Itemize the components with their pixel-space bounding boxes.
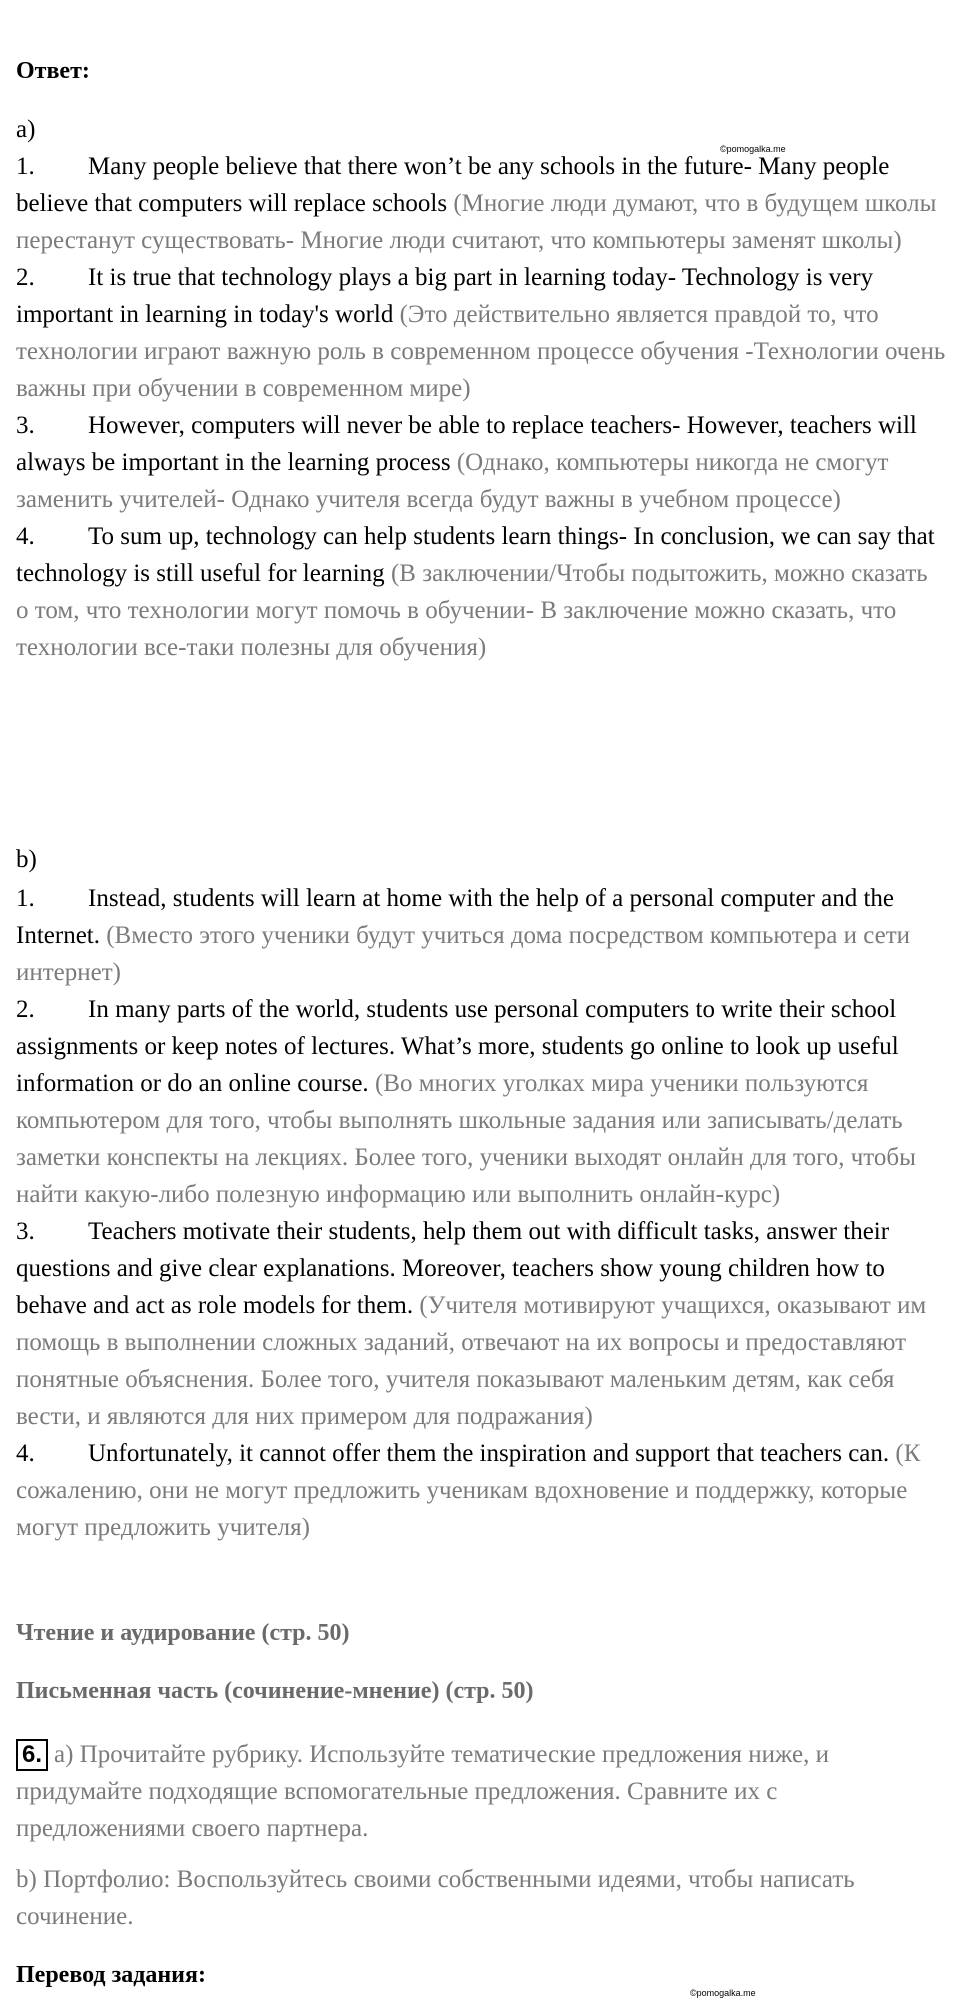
section-writing-heading: Письменная часть (сочинение-мнение) (стр. 50): [16, 1678, 534, 1704]
part-a-list: [16, 148, 946, 666]
task-6: [16, 1736, 946, 1935]
task-number-badge: 6.: [16, 1739, 48, 1771]
list-item: 2. In many parts of the world, students use personal computers to write their school assignments or keep notes of lectures. What’s more, students go online to look up useful information or do an online course. (Во многих уголках мира ученики пользуются компьютером для того, чтобы выполнять школьные задания или записывать/делать заметки конспекты на лекциях. Более того, ученики выходят онлайн для того, чтобы найти какую-либо полезную информацию или выполнить онлайн-курс): [16, 996, 916, 1208]
answer-title: Ответ:: [16, 58, 90, 84]
list-item: 4. Unfortunately, it cannot offer them the inspiration and support that teachers can. (К сожалению, они не могут предложить ученикам вдохновение и поддержку, которые могут предложить учителя): [16, 1440, 921, 1541]
part-a-letter: a): [16, 116, 36, 143]
translation-heading: Перевод задания:: [16, 1962, 206, 1988]
list-item: 3. However, computers will never be able to replace teachers- However, teachers will always be important in the learning process (Однако, компьютеры никогда не смогут заменить учителей- Однако учителя всегда будут важны в учебном процессе): [16, 412, 917, 513]
list-item: 2. It is true that technology plays a big part in learning today- Technology is very important in learning in today's world (Это действительно является правдой то, что технологии играют важную роль в современном процессе обучения -Технологии очень важны при обучении в современном мире): [16, 264, 946, 402]
watermark-bottom: ©pomogalka.me: [690, 1988, 756, 1998]
list-item: 1. Instead, students will learn at home with the help of a personal computer and the Internet. (Вместо этого ученики будут учиться дома посредством компьютера и сети интернет): [16, 885, 911, 986]
section-reading-heading: Чтение и аудирование (стр. 50): [16, 1620, 350, 1646]
task-6-a: 6. a) Прочитайте рубрику. Используйте тематические предложения ниже, и придумайте подходящие вспомогательные предложения. Сравните их с предложениями своего партнера.: [16, 1741, 829, 1842]
part-b-letter: b): [16, 846, 37, 873]
task-6-b: b) Портфолио: Воспользуйтесь своими собственными идеями, чтобы написать сочинение.: [16, 1866, 855, 1930]
part-b-list: [16, 880, 946, 1546]
list-item: 4. To sum up, technology can help students learn things- In conclusion, we can say that technology is still useful for learning (В заключении/Чтобы подытожить, можно сказать о том, что технологии могут помочь в обучении- В заключение можно сказать, что технологии все-таки полезны для обучения): [16, 523, 935, 661]
list-item: 3. Teachers motivate their students, help them out with difficult tasks, answer their questions and give clear explanations. Moreover, teachers show young children how to behave and act as role models for them. (Учителя мотивируют учащихся, оказывают им помощь в выполнении сложных заданий, отвечают на их вопросы и предоставляют понятные объяснения. Более того, учителя показывают маленьким детям, как себя вести, и являются для них примером для подражания): [16, 1218, 927, 1430]
watermark-top: ©pomogalka.me: [720, 144, 786, 154]
list-item: 1. Many people believe that there won’t be any schools in the future- Many people believe that computers will replace schools (Многие люди думают, что в будущем школы перестанут существовать- Многие люди считают, что компьютеры заменят школы): [16, 153, 937, 254]
